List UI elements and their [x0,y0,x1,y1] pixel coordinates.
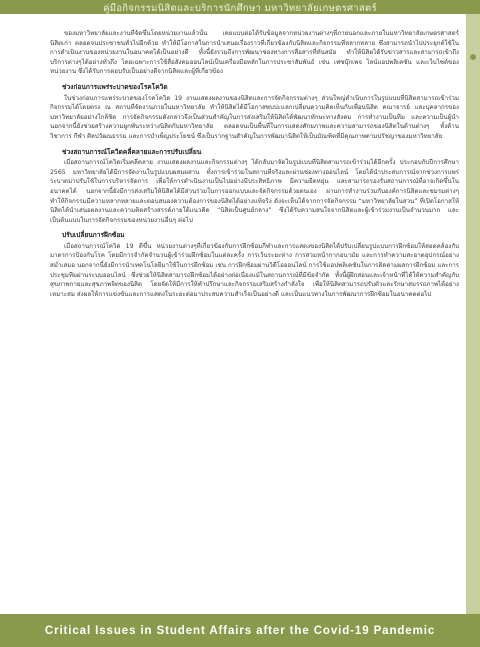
section-heading-pre-covid: ช่วงก่อนการแพร่ระบาดของโรคโควิด [62,82,168,91]
header-band [0,0,480,14]
footer-banner-text: Critical Issues in Student Affairs after the Covid-19 Pandemic [44,625,436,637]
article-body [50,29,459,595]
section-paragraph-pre-covid: ในช่วงก่อนการแพร่ระบาดของโรคโควิด 19 งานแสดงผลงานของนิสิตและการจัดกิจกรรมต่างๆ ส่วนใหญ่ดำเนินการในรูปแบบที่นิสิตสามารถเข้าร่วมกิจกรรมได้โดยตรง ณ สถานที่จัดงานภายในมหาวิทยาลัย ทำให้นิสิตได้มีโอกาสพบปะแลกเปลี่ยนความคิดเห็นกับเพื่อนนิสิต คณาจารย์ และบุคลากรของมหาวิทยาลัยอย่างใกล้ชิด การจัดกิจกรรมดังกล่าวจึงเป็นส่วนสำคัญในการส่งเสริมให้นิสิตได้พัฒนาทักษะทางสังคม การทำงานเป็นทีม และความเป็นผู้นำ นอกจากนี้ยังช่วยสร้างความผูกพันระหว่างนิสิตกับมหาวิทยาลัย ตลอดจนเป็นพื้นที่ในการแสดงศักยภาพและความสามารถของนิสิตในด้านต่างๆ ทั้งด้านวิชาการ กีฬา ศิลปวัฒนธรรม และการบำเพ็ญประโยชน์ ซึ่งเป็นรากฐานสำคัญในการพัฒนานิสิตให้เป็นบัณฑิตที่มีคุณภาพตามปรัชญาของมหาวิทยาลัย [50,94,459,140]
section-heading-training: ปรับเปลี่ยนการฝึกซ้อม [62,231,125,240]
intro-paragraph: ของมหาวิทยาลัยและงานที่จัดขึ้นโดยหน่วยงานแล้วนั้น เคยแบบต่อได้รับข้อมูลจากหน่วยงานต่างๆที่ภายนอกและภายในมหาวิทยาลัยเกษตรศาสตร์ นิสิตเก่า ตลอดจนประชาชนทั่วไปอีกด้วย ทำให้มีโอกาสในการนำเสนอเรื่องราวที่เกี่ยวข้องกับนิสิตและกิจกรรมที่หลากหลาย ซึ่งสามารถนำไปประยุกต์ใช้ในการดำเนินงานของหน่วยงานในอนาคตได้เป็นอย่างดี ทั้งนี้ยังรวมถึงการพัฒนาช่องทางการสื่อสารที่ทันสมัย ทำให้นิสิตได้รับข่าวสารและสามารถเข้าถึงบริการต่างๆได้อย่างทั่วถึง โดยเฉพาะการใช้สื่อสังคมออนไลน์เป็นเครื่องมือหลักในการประชาสัมพันธ์ เช่น เฟซบุ๊กเพจ ไลน์แอปพลิเคชัน และเว็บไซต์ของหน่วยงาน ซึ่งได้รับการตอบรับเป็นอย่างดีจากนิสิตและผู้ที่เกี่ยวข้อง [50,30,459,76]
footer-band [0,614,480,647]
accent-dot [470,54,476,60]
running-title: คู่มือกิจกรรมนิสิตและบริการนักศึกษา มหาวิทยาลัยเกษตรศาสตร์ [103,3,377,14]
section-paragraph-training: เมื่อสถานการณ์โควิด 19 ดีขึ้น หน่วยงานต่างๆที่เกี่ยวข้องกับการฝึกซ้อมกีฬาและการแสดงของนิสิตได้ปรับเปลี่ยนรูปแบบการฝึกซ้อมให้สอดคล้องกับมาตรการป้องกันโรค โดยมีการจำกัดจำนวนผู้เข้าร่วมฝึกซ้อมในแต่ละครั้ง การเว้นระยะห่าง การสวมหน้ากากอนามัย และการทำความสะอาดอุปกรณ์อย่างสม่ำเสมอ นอกจากนี้ยังมีการนำเทคโนโลยีมาใช้ในการฝึกซ้อม เช่น การฝึกซ้อมผ่านวิดีโอออนไลน์ การใช้แอปพลิเคชันในการติดตามผลการฝึกซ้อม และการประชุมทีมผ่านระบบออนไลน์ ซึ่งช่วยให้นิสิตสามารถฝึกซ้อมได้อย่างต่อเนื่องแม้ในสถานการณ์ที่มีข้อจำกัด ทั้งนี้ผู้ฝึกสอนและเจ้าหน้าที่ได้ให้ความสำคัญกับสุขภาพกายและสุขภาพจิตของนิสิต โดยจัดให้มีการให้คำปรึกษาและกิจกรรมเสริมสร้างกำลังใจ เพื่อให้นิสิตสามารถปรับตัวและรักษาสมรรถภาพได้อย่างเหมาะสม ส่งผลให้การแข่งขันและการแสดงในระยะต่อมาประสบความสำเร็จเป็นอย่างดี และเป็นแนวทางในการพัฒนาการฝึกซ้อมในอนาคตต่อไป [50,242,459,298]
section-paragraph-recovery: เมื่อสถานการณ์โควิดเริ่มคลี่คลาย งานแสดงผลงานและกิจกรรมต่างๆ ได้กลับมาจัดในรูปแบบที่นิสิตสามารถเข้าร่วมได้อีกครั้ง ประกอบกับปีการศึกษา 2565 มหาวิทยาลัยได้มีการจัดงานในรูปแบบผสมผสาน ทั้งการเข้าร่วมในสถานที่จริงและผ่านช่องทางออนไลน์ โดยได้นำประสบการณ์จากช่วงการแพร่ระบาดมาปรับใช้ในการบริหารจัดการ เพื่อให้การดำเนินงานเป็นไปอย่างมีประสิทธิภาพ มีความยืดหยุ่น และสามารถรองรับสถานการณ์ที่อาจเกิดขึ้นในอนาคตได้ นอกจากนี้ยังมีการส่งเสริมให้นิสิตได้มีส่วนร่วมในการออกแบบและจัดกิจกรรมด้วยตนเอง ผ่านการทำงานร่วมกับองค์การนิสิตและชมรมต่างๆ ทำให้กิจกรรมมีความหลากหลายและตอบสนองความต้องการของนิสิตได้อย่างแท้จริง ดังจะเห็นได้จากการจัดกิจกรรม “มหาวิทยาลัยในสวน” ที่เปิดโอกาสให้นิสิตได้นำเสนอผลงานและความคิดสร้างสรรค์ภายใต้แนวคิด “นิสิตเป็นศูนย์กลาง” ซึ่งได้รับความสนใจจากนิสิตและผู้เข้าร่วมงานเป็นจำนวนมาก และเป็นต้นแบบในการจัดกิจกรรมของหน่วยงานอื่นๆ ต่อไป [50,159,459,224]
section-heading-recovery: ช่วงสถานการณ์โควิดคลี่คลายและการปรับเปลี่ยน [62,147,202,156]
side-accent-strip [466,14,480,614]
